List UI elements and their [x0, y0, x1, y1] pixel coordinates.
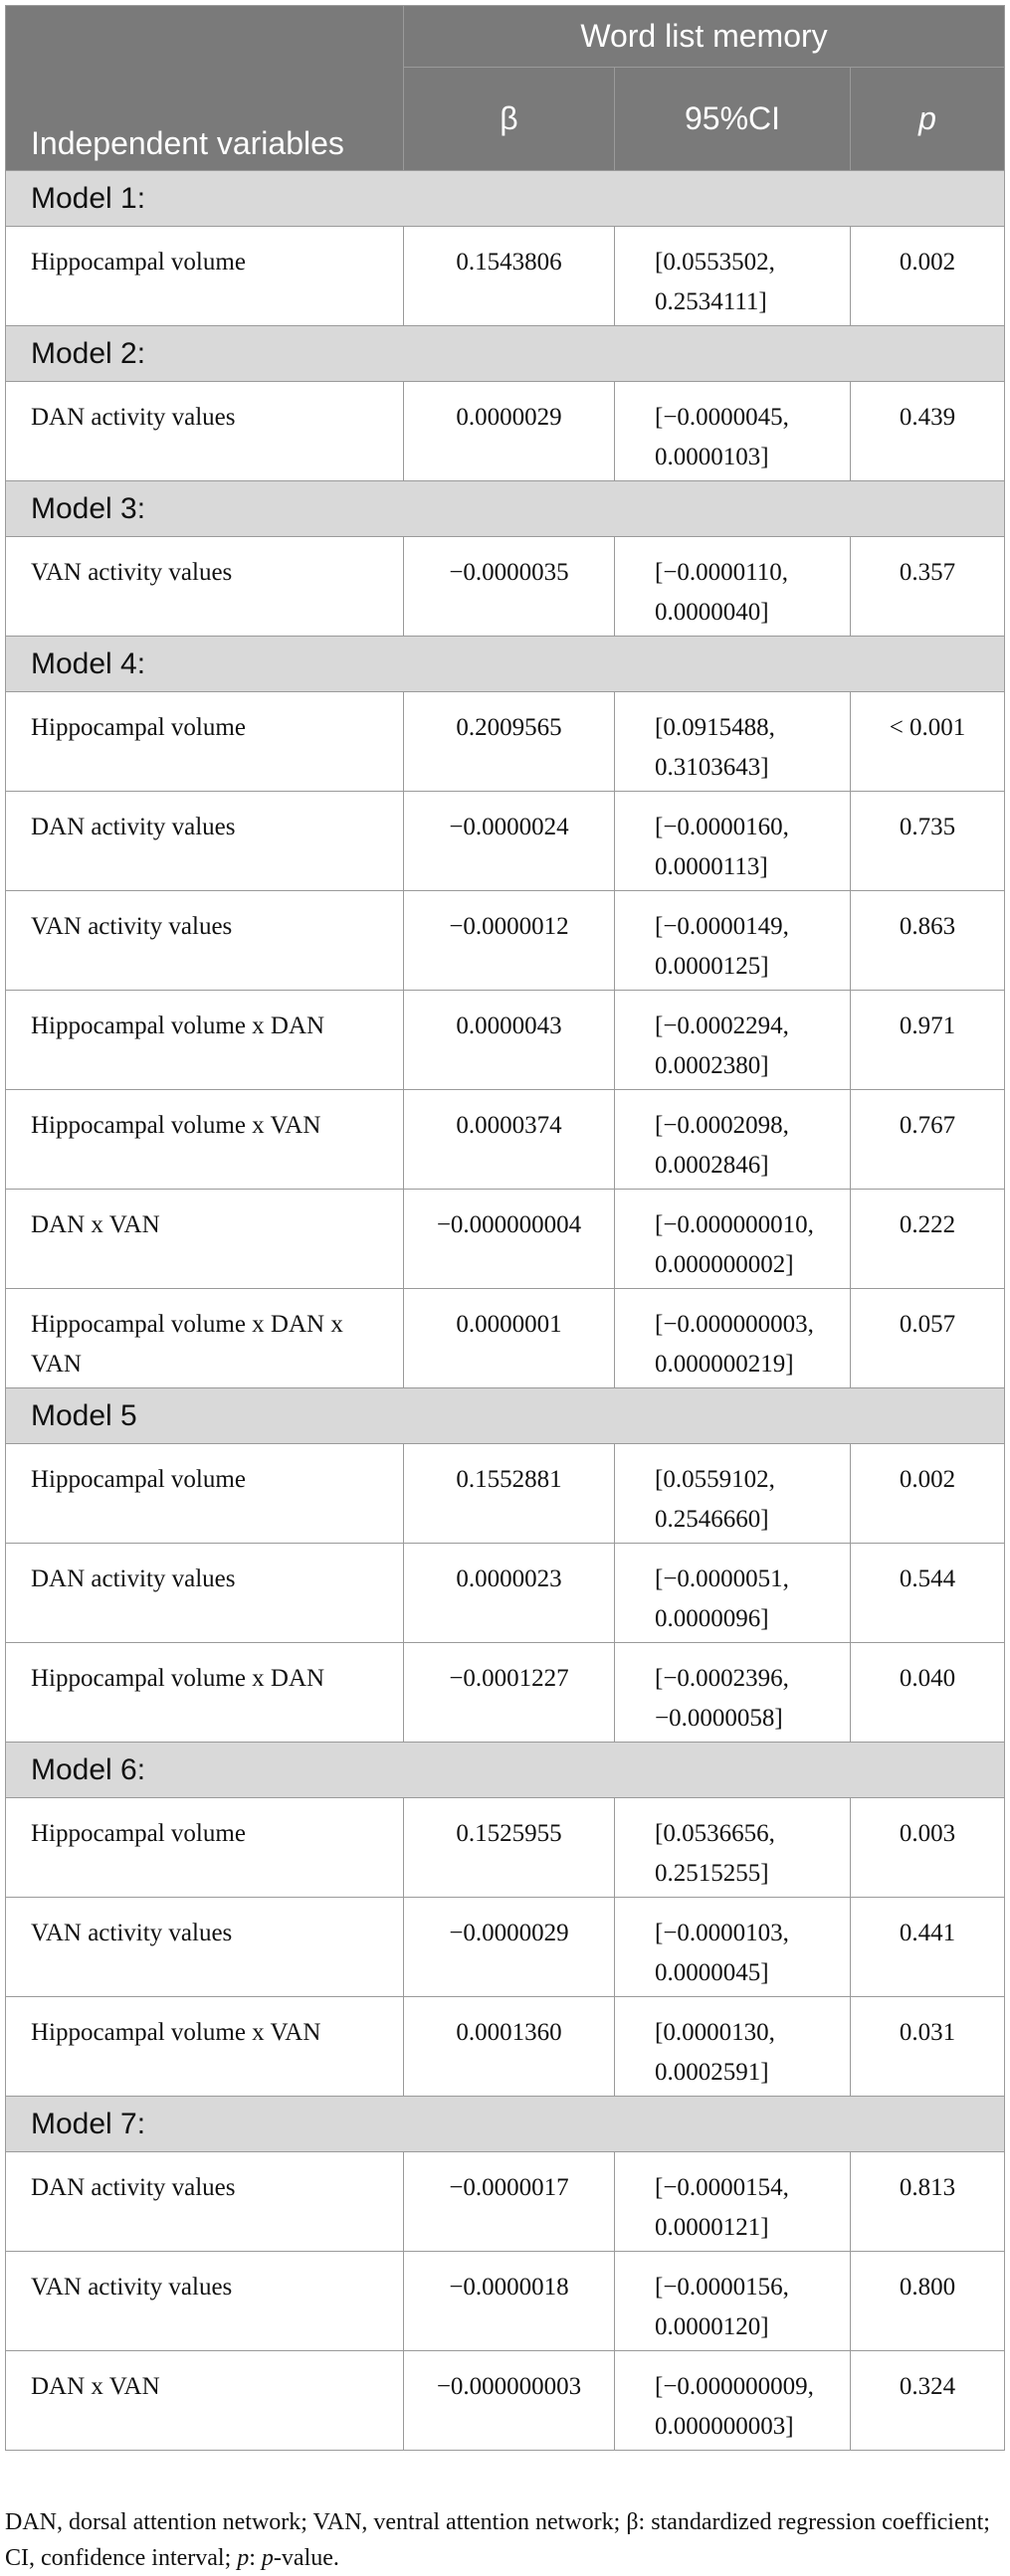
ci-upper: 0.0002846] — [655, 1152, 769, 1179]
cell-p-value: 0.002 — [851, 1444, 1005, 1544]
model-header-row — [6, 326, 1005, 382]
ci-lower: [0.0915488, — [655, 714, 775, 741]
ci-lower: [−0.0000156, — [655, 2274, 789, 2300]
cell-variable: Hippocampal volume — [6, 1444, 404, 1544]
table-row — [6, 537, 1005, 637]
ci-lower: [−0.0000160, — [655, 814, 789, 840]
ci-lower: [−0.0000103, — [655, 1920, 789, 1946]
cell-p-value: 0.324 — [851, 2351, 1005, 2451]
table-row — [6, 2152, 1005, 2252]
cell-variable: VAN activity values — [6, 2252, 404, 2351]
ci-upper: 0.0002591] — [655, 2059, 769, 2086]
table-row — [6, 1444, 1005, 1544]
cell-beta: −0.0000035 — [404, 537, 615, 637]
ci-upper: −0.0000058] — [655, 1705, 783, 1732]
cell-p-value: 0.031 — [851, 1997, 1005, 2097]
ci-lower: [0.0000130, — [655, 2019, 775, 2046]
model-header-row — [6, 2097, 1005, 2152]
cell-ci — [615, 2152, 851, 2252]
model-label: Model 3: — [6, 481, 1005, 537]
table-row — [6, 792, 1005, 891]
ci-upper: 0.000000002] — [655, 1251, 794, 1278]
cell-ci — [615, 1190, 851, 1289]
cell-beta: −0.0001227 — [404, 1643, 615, 1743]
cell-beta: 0.0001360 — [404, 1997, 615, 2097]
cell-variable: VAN activity values — [6, 1898, 404, 1997]
table-row — [6, 1798, 1005, 1898]
cell-variable: Hippocampal volume — [6, 1798, 404, 1898]
table-row — [6, 991, 1005, 1090]
table-row — [6, 382, 1005, 481]
cell-variable: DAN activity values — [6, 792, 404, 891]
cell-variable: DAN x VAN — [6, 2351, 404, 2451]
cell-ci — [615, 1544, 851, 1643]
cell-variable: Hippocampal volume x VAN — [6, 1997, 404, 2097]
footnote-p-word: p — [261, 2545, 274, 2571]
footnote-separator: : — [249, 2545, 262, 2571]
cell-p-value: 0.357 — [851, 537, 1005, 637]
cell-variable: Hippocampal volume x DAN — [6, 991, 404, 1090]
cell-ci — [615, 792, 851, 891]
ci-upper: 0.0000120] — [655, 2313, 769, 2340]
ci-lower: [−0.000000009, — [655, 2373, 814, 2400]
cell-beta: −0.0000012 — [404, 891, 615, 991]
cell-beta: 0.0000374 — [404, 1090, 615, 1190]
table-row — [6, 1643, 1005, 1743]
table-row — [6, 1090, 1005, 1190]
cell-variable: Hippocampal volume x DAN x VAN — [6, 1289, 404, 1388]
footnote-suffix: -value. — [273, 2545, 339, 2571]
cell-ci — [615, 891, 851, 991]
model-label: Model 4: — [6, 637, 1005, 692]
cell-beta: 0.0000023 — [404, 1544, 615, 1643]
ci-upper: 0.0000113] — [655, 853, 768, 880]
ci-lower: [0.0559102, — [655, 1466, 775, 1493]
model-label: Model 5 — [6, 1388, 1005, 1444]
ci-lower: [−0.0000051, — [655, 1565, 789, 1592]
cell-beta: 0.0000043 — [404, 991, 615, 1090]
cell-ci — [615, 2351, 851, 2451]
cell-beta: 0.2009565 — [404, 692, 615, 792]
cell-beta: −0.0000018 — [404, 2252, 615, 2351]
ci-lower: [−0.0000154, — [655, 2174, 789, 2201]
cell-p-value: 0.222 — [851, 1190, 1005, 1289]
cell-beta: 0.1543806 — [404, 227, 615, 326]
cell-beta: −0.0000017 — [404, 2152, 615, 2252]
ci-upper: 0.0002380] — [655, 1052, 769, 1079]
table-row — [6, 227, 1005, 326]
cell-ci — [615, 1090, 851, 1190]
table-row — [6, 891, 1005, 991]
model-label: Model 2: — [6, 326, 1005, 382]
cell-ci — [615, 382, 851, 481]
table-row — [6, 692, 1005, 792]
ci-upper: 0.0000045] — [655, 1959, 769, 1986]
cell-p-value: 0.735 — [851, 792, 1005, 891]
ci-upper: 0.3103643] — [655, 754, 769, 781]
ci-lower: [−0.0000110, — [655, 559, 788, 586]
cell-ci — [615, 692, 851, 792]
ci-upper: 0.2534111] — [655, 288, 767, 315]
cell-variable: DAN activity values — [6, 1544, 404, 1643]
cell-ci — [615, 1997, 851, 2097]
table-row — [6, 1190, 1005, 1289]
ci-lower: [−0.0002098, — [655, 1112, 789, 1139]
ci-upper: 0.2515255] — [655, 1860, 769, 1887]
ci-upper: 0.000000003] — [655, 2413, 794, 2440]
cell-variable: Hippocampal volume x VAN — [6, 1090, 404, 1190]
cell-beta: −0.0000029 — [404, 1898, 615, 1997]
ci-upper: 0.000000219] — [655, 1351, 794, 1378]
header-beta: β — [404, 68, 615, 171]
cell-ci — [615, 1643, 851, 1743]
model-label: Model 7: — [6, 2097, 1005, 2152]
table-row — [6, 2351, 1005, 2451]
ci-lower: [−0.000000010, — [655, 1211, 814, 1238]
ci-lower: [0.0553502, — [655, 249, 775, 276]
cell-ci — [615, 1289, 851, 1388]
header-ci: 95%CI — [615, 68, 851, 171]
cell-beta: 0.0000001 — [404, 1289, 615, 1388]
ci-lower: [−0.0000149, — [655, 913, 789, 940]
cell-variable: Hippocampal volume — [6, 692, 404, 792]
cell-p-value: 0.040 — [851, 1643, 1005, 1743]
ci-upper: 0.0000121] — [655, 2214, 769, 2241]
table-row — [6, 1898, 1005, 1997]
ci-lower: [−0.0002294, — [655, 1012, 789, 1039]
cell-ci — [615, 537, 851, 637]
table-body — [6, 171, 1005, 2451]
cell-beta: 0.1552881 — [404, 1444, 615, 1544]
cell-p-value: 0.439 — [851, 382, 1005, 481]
ci-lower: [−0.0000045, — [655, 404, 789, 431]
model-header-row — [6, 1743, 1005, 1798]
model-label: Model 6: — [6, 1743, 1005, 1798]
cell-ci — [615, 1798, 851, 1898]
header-word-list-memory: Word list memory — [404, 6, 1005, 68]
cell-variable: VAN activity values — [6, 891, 404, 991]
cell-p-value: 0.813 — [851, 2152, 1005, 2252]
table-footnote — [5, 2504, 1005, 2576]
ci-lower: [−0.0002396, — [655, 1665, 789, 1692]
cell-variable: DAN activity values — [6, 2152, 404, 2252]
cell-beta: 0.1525955 — [404, 1798, 615, 1898]
cell-variable: VAN activity values — [6, 537, 404, 637]
cell-p-value: 0.863 — [851, 891, 1005, 991]
model-label: Model 1: — [6, 171, 1005, 227]
cell-beta: 0.0000029 — [404, 382, 615, 481]
cell-p-value: 0.002 — [851, 227, 1005, 326]
cell-ci — [615, 991, 851, 1090]
cell-p-value: 0.003 — [851, 1798, 1005, 1898]
model-header-row — [6, 1388, 1005, 1444]
ci-upper: 0.0000040] — [655, 599, 769, 626]
ci-upper: 0.0000096] — [655, 1605, 769, 1632]
cell-p-value: 0.767 — [851, 1090, 1005, 1190]
cell-variable: DAN activity values — [6, 382, 404, 481]
cell-ci — [615, 1898, 851, 1997]
cell-p-value: 0.441 — [851, 1898, 1005, 1997]
cell-variable: DAN x VAN — [6, 1190, 404, 1289]
cell-variable: Hippocampal volume x DAN — [6, 1643, 404, 1743]
ci-upper: 0.2546660] — [655, 1506, 769, 1533]
table-row — [6, 1289, 1005, 1388]
table-row — [6, 2252, 1005, 2351]
cell-ci — [615, 227, 851, 326]
cell-beta: −0.000000004 — [404, 1190, 615, 1289]
model-header-row — [6, 171, 1005, 227]
cell-p-value: 0.800 — [851, 2252, 1005, 2351]
cell-ci — [615, 1444, 851, 1544]
cell-p-value: < 0.001 — [851, 692, 1005, 792]
cell-p-value: 0.057 — [851, 1289, 1005, 1388]
ci-upper: 0.0000103] — [655, 444, 769, 470]
ci-lower: [−0.000000003, — [655, 1311, 814, 1338]
table-row — [6, 1997, 1005, 2097]
cell-variable: Hippocampal volume — [6, 227, 404, 326]
regression-table — [5, 5, 1005, 2451]
cell-p-value: 0.544 — [851, 1544, 1005, 1643]
model-header-row — [6, 481, 1005, 537]
footnote-text: DAN, dorsal attention network; VAN, ventral attention network; β: standardized regression coefficient; CI, confidence interval; — [5, 2509, 990, 2571]
model-header-row — [6, 637, 1005, 692]
ci-lower: [0.0536656, — [655, 1820, 775, 1847]
header-p: p — [851, 68, 1005, 171]
cell-ci — [615, 2252, 851, 2351]
ci-upper: 0.0000125] — [655, 953, 769, 980]
cell-beta: −0.0000024 — [404, 792, 615, 891]
footnote-p-symbol: p — [237, 2545, 250, 2571]
header-independent-variables: Independent variables — [6, 6, 404, 171]
cell-beta: −0.000000003 — [404, 2351, 615, 2451]
table-row — [6, 1544, 1005, 1643]
cell-p-value: 0.971 — [851, 991, 1005, 1090]
